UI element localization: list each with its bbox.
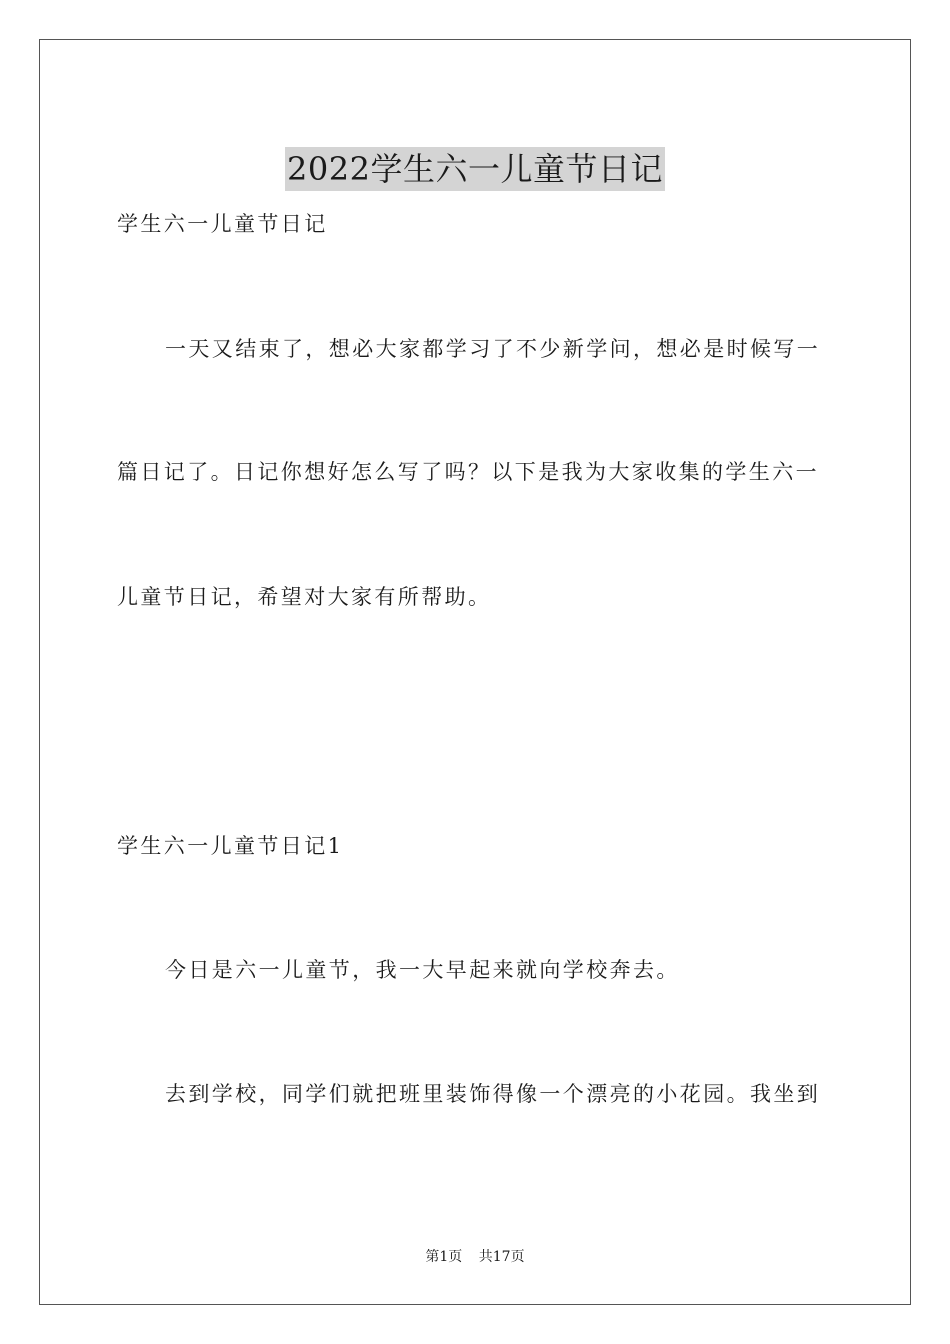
paragraph-line: 去到学校，同学们就把班里装饰得像一个漂亮的小花园。我坐到 bbox=[165, 1082, 821, 1106]
paragraph-line: 今日是六一儿童节，我一大早起来就向学校奔去。 bbox=[165, 958, 680, 982]
paragraph-line: 儿童节日记，希望对大家有所帮助。 bbox=[117, 585, 492, 609]
paragraph-line: 篇日记了。日记你想好怎么写了吗？以下是我为大家收集的学生六一 bbox=[117, 460, 819, 484]
paragraph-line: 一天又结束了，想必大家都学习了不少新学问，想必是时候写一 bbox=[165, 337, 821, 361]
title-container bbox=[0, 126, 950, 213]
page-number: 第1页 bbox=[425, 1249, 463, 1265]
document-title: 2022学生六一儿童节日记 bbox=[285, 147, 665, 191]
subtitle-line: 学生六一儿童节日记 bbox=[117, 212, 328, 236]
page-footer bbox=[0, 1247, 950, 1267]
section-heading: 学生六一儿童节日记1 bbox=[117, 834, 344, 858]
page-total: 共17页 bbox=[478, 1249, 525, 1265]
